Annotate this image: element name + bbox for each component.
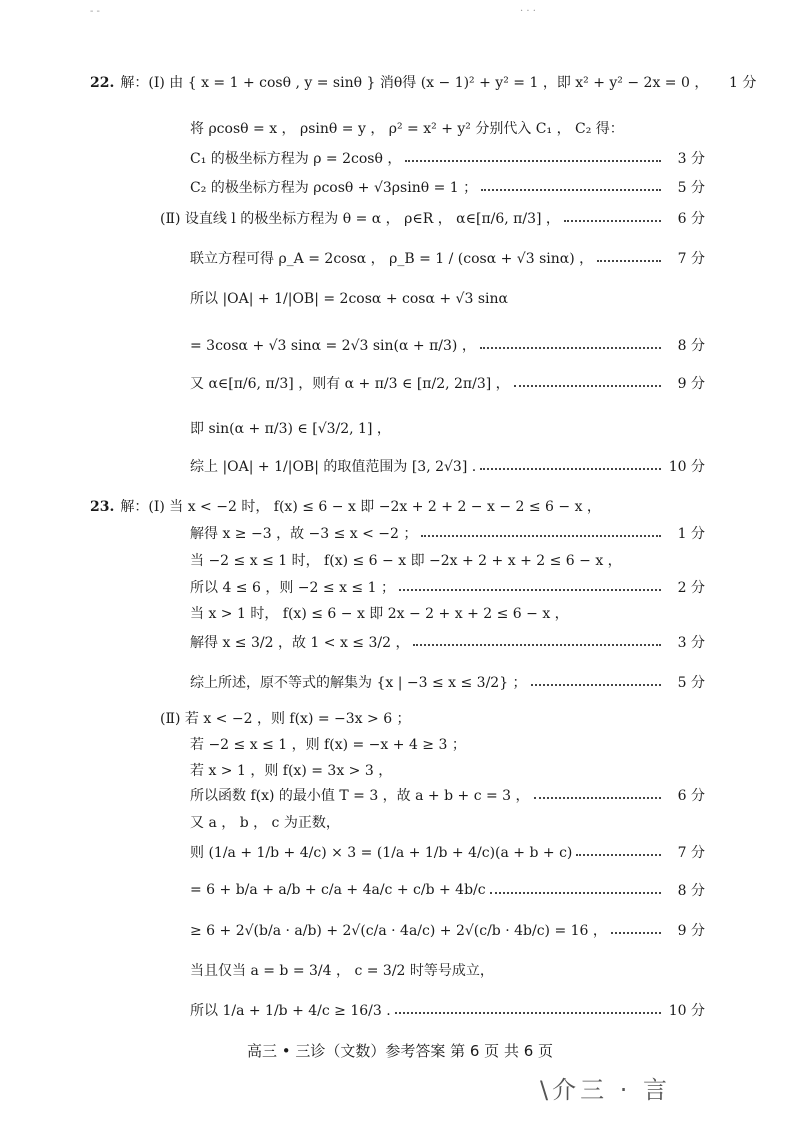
solution-line xyxy=(190,518,705,548)
solution-step: 所以函数 f(x) 的最小值 T = 3 ，故 a + b + c = 3 ， xyxy=(190,788,530,804)
solution-line xyxy=(190,545,705,575)
score-label: 6 分 xyxy=(677,211,705,227)
solution-step: (Ⅱ) 设直线 l 的极坐标方程为 θ = α ， ρ∈R ， α∈[π/6, π/3] ， xyxy=(160,211,560,227)
solution-step: 当 x > 1 时， f(x) ≤ 6 − x 即 2x − 2 + x + 2 ≤ 6 − x ， xyxy=(190,606,569,622)
solution-step: C₁ 的极坐标方程为 ρ = 2cosθ ， xyxy=(190,151,402,167)
solution-line xyxy=(190,243,705,273)
solution-text xyxy=(190,920,607,940)
solution-text xyxy=(190,148,401,168)
solution-line xyxy=(190,451,705,481)
leader-dots xyxy=(480,347,661,349)
solution-text xyxy=(190,760,392,780)
solution-step: = 3cosα + √3 sinα = 2√3 sin(α + π/3) ， xyxy=(190,338,476,354)
solution-text xyxy=(190,812,340,832)
solution-text xyxy=(90,72,708,92)
score-label: 8 分 xyxy=(677,338,705,354)
solution-line xyxy=(190,368,705,398)
page-footer: 高三 • 三诊（文数）参考答案 第 6 页 共 6 页 xyxy=(246,1042,554,1060)
solution-text xyxy=(190,1000,391,1020)
solution-text xyxy=(90,496,601,516)
solution-text xyxy=(190,842,572,862)
solution-text xyxy=(190,603,569,623)
leader-dots xyxy=(597,260,661,262)
score-label: 2 分 xyxy=(677,580,705,596)
solution-line xyxy=(90,67,757,97)
solution-step: (Ⅱ) 若 x < −2 ，则 f(x) = −3x > 6 ； xyxy=(160,711,411,727)
leader-dots xyxy=(490,892,661,894)
score-label: 5 分 xyxy=(677,180,705,196)
solution-step: 即 sin(α + π/3) ∈ [√3/2, 1] ， xyxy=(190,421,391,437)
solution-step: ≥ 6 + 2√(b/a · a/b) + 2√(c/a · 4a/c) + 2√(c/b · 4b/c) = 16 ， xyxy=(190,923,607,939)
leader-dots xyxy=(534,797,661,799)
solution-text xyxy=(190,523,417,543)
solution-line xyxy=(190,807,705,837)
solution-step: 若 x > 1 ，则 f(x) = 3x > 3 ， xyxy=(190,763,393,779)
solution-step: 所以 1/a + 1/b + 4/c ≥ 16/3 . xyxy=(190,1003,391,1019)
solution-text xyxy=(190,960,494,980)
solution-step: 综上所述，原不等式的解集为 {x | −3 ≤ x ≤ 3/2} ； xyxy=(190,675,527,691)
solution-line xyxy=(90,491,705,521)
solution-step: C₂ 的极坐标方程为 ρcosθ + √3ρsinθ = 1 ； xyxy=(190,180,478,196)
score-label: 1 分 xyxy=(677,526,705,542)
scan-mark-right: · · · xyxy=(520,6,536,17)
solution-line xyxy=(190,995,705,1025)
solution-line xyxy=(190,875,705,905)
solution-text xyxy=(190,456,476,476)
solution-text xyxy=(190,288,508,308)
solution-step: 所以 4 ≤ 6 ，则 −2 ≤ x ≤ 1 ； xyxy=(190,580,395,596)
leader-dots xyxy=(395,1012,661,1014)
leader-dots xyxy=(399,589,661,591)
solution-text xyxy=(190,118,624,138)
solution-line xyxy=(190,780,705,810)
question-number: 22. xyxy=(90,75,115,91)
scan-mark-left: - - xyxy=(90,6,100,17)
score-label: 7 分 xyxy=(677,845,705,861)
handwritten-stamp: \介三 · 言 xyxy=(540,1076,671,1104)
solution-step: 又 a ， b ， c 为正数， xyxy=(190,815,340,831)
score-label: 8 分 xyxy=(677,883,705,899)
solution-line xyxy=(190,113,705,143)
solution-line xyxy=(190,955,705,985)
score-label: 1 分 xyxy=(729,75,757,91)
leader-dots xyxy=(481,189,661,191)
solution-text xyxy=(190,734,466,754)
score-label: 10 分 xyxy=(668,1003,705,1019)
score-label: 10 分 xyxy=(668,459,705,475)
solution-line xyxy=(190,627,705,657)
score-label: 3 分 xyxy=(677,151,705,167)
solution-text xyxy=(190,177,477,197)
solution-step: 则 (1/a + 1/b + 4/c) × 3 = (1/a + 1/b + 4/c)(a + b + c) xyxy=(190,845,573,861)
solution-step: 联立方程可得 ρ_A = 2cosα ， ρ_B = 1 / (cosα + √3 sinα) ， xyxy=(190,251,594,267)
solution-step: = 6 + b/a + a/b + c/a + 4a/c + c/b + 4b/c xyxy=(190,882,486,898)
solution-text xyxy=(190,672,527,692)
solution-text xyxy=(190,335,476,355)
solution-text xyxy=(190,785,530,805)
solution-text xyxy=(160,708,411,728)
solution-step: 若 −2 ≤ x ≤ 1 ，则 f(x) = −x + 4 ≥ 3 ； xyxy=(190,737,466,753)
solution-text xyxy=(190,632,409,652)
score-label: 7 分 xyxy=(677,251,705,267)
leader-dots xyxy=(514,385,661,387)
solution-line xyxy=(190,837,705,867)
solution-step: 又 α∈[π/6, π/3] ，则有 α + π/3 ∈ [π/2, 2π/3] ， xyxy=(190,376,510,392)
leader-dots xyxy=(611,932,661,934)
leader-dots xyxy=(405,160,661,162)
solution-step: 当 −2 ≤ x ≤ 1 时， f(x) ≤ 6 − x 即 −2x + 2 + x + 2 ≤ 6 − x ， xyxy=(190,553,622,569)
solution-line xyxy=(190,667,705,697)
solution-line xyxy=(160,203,705,233)
solution-step: 所以 |OA| + 1/|OB| = 2cosα + cosα + √3 sinα xyxy=(190,291,508,307)
solution-step: 解得 x ≤ 3/2 ，故 1 < x ≤ 3/2 ， xyxy=(190,635,410,651)
solution-text xyxy=(190,550,622,570)
solution-text xyxy=(190,418,391,438)
solution-step: 解得 x ≥ −3 ，故 −3 ≤ x < −2 ； xyxy=(190,526,418,542)
solution-step: 当且仅当 a = b = 3/4 ， c = 3/2 时等号成立， xyxy=(190,963,494,979)
solution-text xyxy=(160,208,560,228)
leader-dots xyxy=(576,854,661,856)
solution-line xyxy=(190,172,705,202)
solution-line xyxy=(190,413,705,443)
leader-dots xyxy=(531,684,661,686)
leader-dots xyxy=(421,535,661,537)
solution-step: 解：(Ⅰ) 由 { x = 1 + cosθ , y = sinθ } 消θ得 (x − 1)² + y² = 1 ，即 x² + y² − 2x = 0 ， xyxy=(120,75,709,91)
solution-step: 解：(Ⅰ) 当 x < −2 时， f(x) ≤ 6 − x 即 −2x + 2 + 2 − x − 2 ≤ 6 − x ， xyxy=(120,499,601,515)
solution-line xyxy=(190,915,705,945)
solution-text xyxy=(190,248,593,268)
solution-line xyxy=(190,283,705,313)
question-number: 23. xyxy=(90,499,115,515)
solution-text xyxy=(190,882,486,898)
score-label: 3 分 xyxy=(677,635,705,651)
solution-step: 将 ρcosθ = x ， ρsinθ = y ， ρ² = x² + y² 分别代入 C₁ ， C₂ 得： xyxy=(190,121,624,137)
solution-text xyxy=(190,373,510,393)
leader-dots xyxy=(413,644,661,646)
solution-text xyxy=(190,577,395,597)
score-label: 9 分 xyxy=(677,923,705,939)
leader-dots xyxy=(480,468,661,470)
score-label: 9 分 xyxy=(677,376,705,392)
solution-line xyxy=(190,330,705,360)
leader-dots xyxy=(564,220,661,222)
score-label: 5 分 xyxy=(677,675,705,691)
score-label: 6 分 xyxy=(677,788,705,804)
solution-line xyxy=(190,598,705,628)
solution-step: 综上 |OA| + 1/|OB| 的取值范围为 [3, 2√3] . xyxy=(190,459,477,475)
solution-line xyxy=(190,143,705,173)
